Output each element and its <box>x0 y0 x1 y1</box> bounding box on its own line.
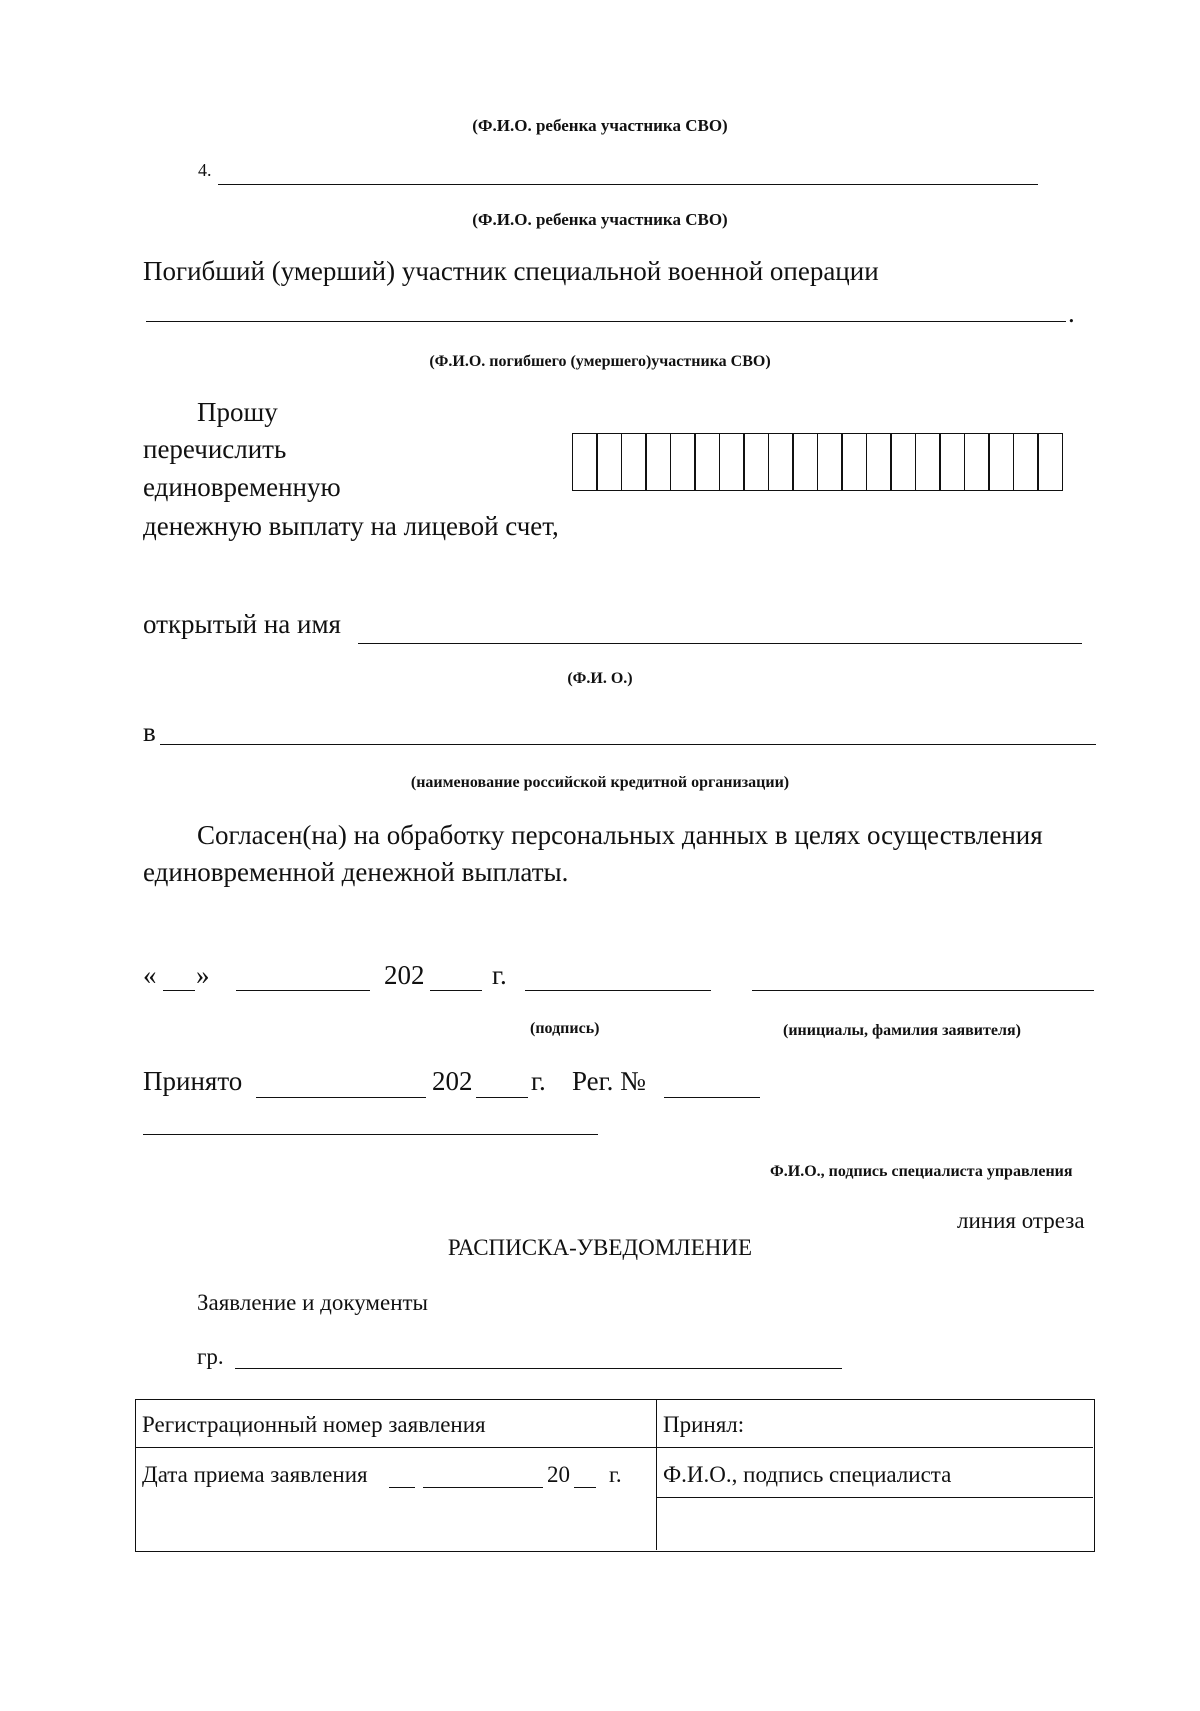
accepted-year-label: 202 <box>432 1066 473 1096</box>
date-received-g: г. <box>609 1462 622 1487</box>
child-fio-caption: (Ф.И.О. ребенка участника СВО) <box>472 116 728 135</box>
date-quote-close: » <box>196 960 210 990</box>
date-month-field[interactable] <box>236 990 370 991</box>
account-digit-cell[interactable] <box>596 433 622 491</box>
accepted-year-field[interactable] <box>476 1097 528 1098</box>
bank-name-field[interactable] <box>160 744 1096 745</box>
specialist-caption: Ф.И.О., подпись специалиста управления <box>770 1163 1073 1180</box>
deceased-heading: Погибший (умерший) участник специальной военной операции <box>143 256 879 286</box>
date-received-year-field[interactable] <box>574 1487 596 1488</box>
account-holder-field[interactable] <box>358 643 1082 644</box>
specialist-signature-field[interactable] <box>143 1134 598 1135</box>
accepted-label: Принято <box>143 1066 243 1096</box>
initials-field[interactable] <box>752 990 1094 991</box>
request-line-1: Прошу <box>197 397 278 427</box>
date-quote-open: « <box>143 960 157 990</box>
date-received-month-field[interactable] <box>423 1487 543 1488</box>
request-line-2: перечислить <box>143 434 287 464</box>
reg-number-field[interactable] <box>664 1097 760 1098</box>
table-row-divider-2 <box>656 1497 1093 1498</box>
table-divider <box>656 1400 657 1550</box>
account-digit-cell[interactable] <box>572 433 598 491</box>
date-day-field[interactable] <box>163 990 195 991</box>
receipt-table <box>135 1399 1095 1552</box>
accepted-by-cell: Принял: <box>663 1412 745 1437</box>
signature-field[interactable] <box>525 990 711 991</box>
receipt-name-field[interactable] <box>235 1368 842 1369</box>
account-digit-cell[interactable] <box>670 433 696 491</box>
initials-caption: (инициалы, фамилия заявителя) <box>783 1022 1021 1039</box>
date-year-label: 202 <box>384 960 425 990</box>
receipt-title: РАСПИСКА-УВЕДОМЛЕНИЕ <box>447 1235 753 1260</box>
date-received-label: Дата приема заявления <box>142 1462 368 1487</box>
bank-name-caption: (наименование российской кредитной организации) <box>410 774 790 791</box>
account-digit-cell[interactable] <box>939 433 965 491</box>
account-digit-cell[interactable] <box>1037 433 1063 491</box>
account-digit-cell[interactable] <box>841 433 867 491</box>
deceased-name-field[interactable] <box>146 321 1066 322</box>
account-digit-cell[interactable] <box>792 433 818 491</box>
receipt-docs-label: Заявление и документы <box>197 1290 429 1315</box>
account-digit-cell[interactable] <box>890 433 916 491</box>
request-line-4: денежную выплату на лицевой счет, <box>143 511 559 541</box>
fio-caption: (Ф.И. О.) <box>567 670 633 687</box>
account-digit-cell[interactable] <box>743 433 769 491</box>
cut-line-label: линия отреза <box>957 1208 1085 1233</box>
account-digit-cell[interactable] <box>645 433 671 491</box>
date-received-year: 20 <box>547 1462 570 1487</box>
opened-on-name-label: открытый на имя <box>143 609 341 639</box>
in-label: в <box>143 717 156 747</box>
date-year-field[interactable] <box>430 990 482 991</box>
account-number-cells[interactable] <box>573 433 1063 491</box>
account-digit-cell[interactable] <box>719 433 745 491</box>
specialist-cell: Ф.И.О., подпись специалиста <box>663 1462 952 1487</box>
date-g-label: г. <box>492 960 507 990</box>
accepted-date-field[interactable] <box>256 1097 426 1098</box>
consent-line-1: Согласен(на) на обработку персональных данных в целях осуществления <box>197 820 1043 850</box>
account-digit-cell[interactable] <box>964 433 990 491</box>
account-digit-cell[interactable] <box>817 433 843 491</box>
request-line-3: единовременную <box>143 472 341 502</box>
account-digit-cell[interactable] <box>694 433 720 491</box>
table-row-divider-1 <box>136 1447 1093 1448</box>
signature-caption: (подпись) <box>530 1020 600 1037</box>
child-name-field[interactable] <box>218 184 1038 185</box>
consent-line-2: единовременной денежной выплаты. <box>143 857 569 887</box>
account-digit-cell[interactable] <box>1013 433 1039 491</box>
reg-number-cell: Регистрационный номер заявления <box>142 1412 486 1437</box>
account-digit-cell[interactable] <box>866 433 892 491</box>
reg-number-label: Рег. № <box>572 1066 646 1096</box>
accepted-g-label: г. <box>531 1066 546 1096</box>
receipt-gr-label: гр. <box>197 1344 224 1369</box>
child-number-label: 4. <box>198 160 212 180</box>
account-digit-cell[interactable] <box>915 433 941 491</box>
account-digit-cell[interactable] <box>768 433 794 491</box>
account-digit-cell[interactable] <box>621 433 647 491</box>
child-fio-caption-2: (Ф.И.О. ребенка участника СВО) <box>472 210 728 229</box>
deceased-fio-caption: (Ф.И.О. погибшего (умершего)участника СВО) <box>429 353 771 370</box>
account-digit-cell[interactable] <box>988 433 1014 491</box>
date-received-day-field[interactable] <box>389 1487 415 1488</box>
period-mark: . <box>1068 298 1075 328</box>
